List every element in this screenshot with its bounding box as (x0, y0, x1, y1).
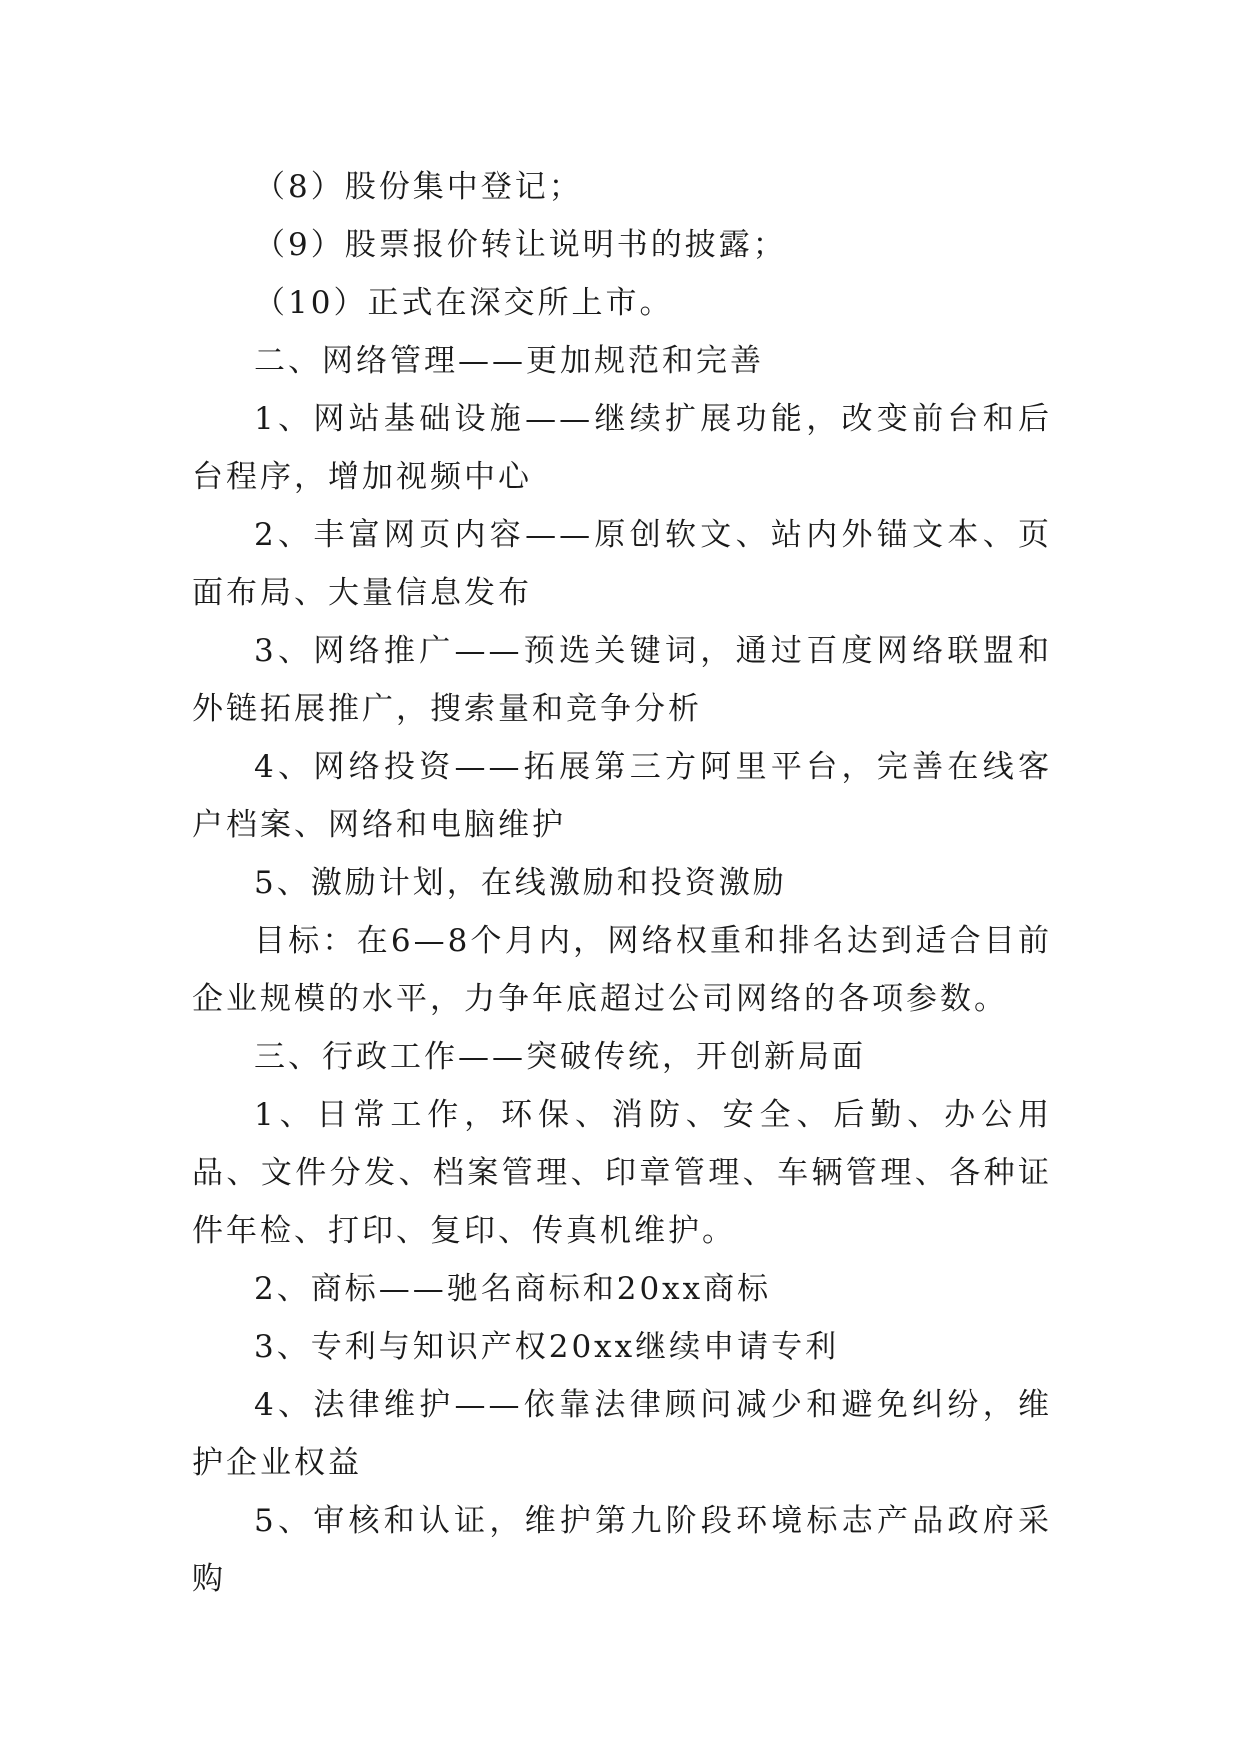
paragraph-website-infrastructure: 1、网站基础设施——继续扩展功能，改变前台和后台程序，增加视频中心 (192, 401, 1052, 495)
paragraph-step-9: （9）股票报价转让说明书的披露； (254, 227, 787, 263)
paragraph-certification: 5、审核和认证，维护第九阶段环境标志产品政府采购 (192, 1503, 1052, 1597)
document-body (192, 158, 1052, 1608)
paragraph-legal: 4、法律维护——依靠法律顾问减少和避免纠纷，维护企业权益 (192, 1387, 1052, 1481)
section-heading-administration: 三、行政工作——突破传统，开创新局面 (254, 1039, 866, 1075)
paragraph-web-content: 2、丰富网页内容——原创软文、站内外锚文本、页面布局、大量信息发布 (192, 517, 1052, 611)
paragraph-goal: 目标：在6—8个月内，网络权重和排名达到适合目前企业规模的水平，力争年底超过公司网络的各项参数。 (192, 923, 1052, 1017)
paragraph-network-promotion: 3、网络推广——预选关键词，通过百度网络联盟和外链拓展推广，搜索量和竞争分析 (192, 633, 1052, 727)
section-heading-network-management: 二、网络管理——更加规范和完善 (254, 343, 764, 379)
paragraph-network-investment: 4、网络投资——拓展第三方阿里平台，完善在线客户档案、网络和电脑维护 (192, 749, 1052, 843)
paragraph-patent: 3、专利与知识产权20xx继续申请专利 (254, 1329, 840, 1365)
paragraph-step-8: （8）股份集中登记； (254, 169, 583, 205)
paragraph-trademark: 2、商标——驰名商标和20xx商标 (254, 1271, 772, 1307)
paragraph-daily-work: 1、日常工作，环保、消防、安全、后勤、办公用品、文件分发、档案管理、印章管理、车辆管理、各种证件年检、打印、复印、传真机维护。 (192, 1097, 1052, 1249)
paragraph-incentive-plan: 5、激励计划，在线激励和投资激励 (254, 865, 787, 901)
paragraph-step-10: （10）正式在深交所上市。 (254, 285, 674, 321)
